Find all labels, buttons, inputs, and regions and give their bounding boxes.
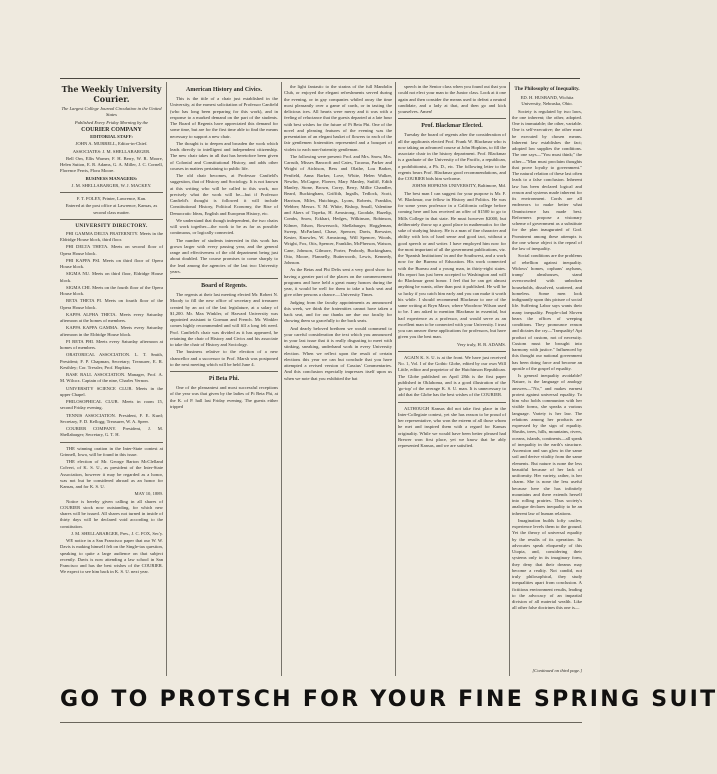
- divider: [170, 278, 278, 279]
- published-line: Published Every Friday Morning by the: [74, 119, 149, 125]
- column-3: [284, 84, 392, 669]
- directory-item: COURIER COMPANY. President, J. M. Shellabarger; Secretary, G. T. H.: [60, 426, 163, 438]
- paragraph: ALTHOUGH Kansas did not take first place in the Inter-Collegiate contest, yet she has reason to be proud of her representative, who won the esteem of all those whom he met and inspired them with a regard for Kansas originality. While we would have been better pleased had Brewer won first place, yet we know that he ably represented Kansas, and we are satisfied.: [398, 405, 506, 448]
- directory-item: PHI DELTA THETA. Meets on second floor of Opera House block.: [60, 244, 163, 256]
- printer-line: F. T. FOLEY, Printer, Lawrence, Kan.: [76, 196, 147, 201]
- divider: [60, 219, 163, 220]
- paragraph: The old chair becomes, at Professor Canfield's suggestion, that of History and Sociology. It is not known at this writing who will be called to this work, nor precisely what the work will be—but if Professor Canfield's thought is followed it will include Constitutional History, Political Economy, the Rise of Democratic Ideas, English and European History, etc.: [170, 173, 278, 216]
- paragraph: We understand that though independent, the two chairs will work together—the work to be as far as possible continuous, or logically connected.: [170, 217, 278, 236]
- directory-item: TENNIS ASSOCIATION. President, F. E. Kurd; Secretary, F. D. Kellogg; Treasurer, W. A. Speer.: [60, 412, 163, 424]
- byline: ED. H. HUSBAND, Wichita University, Nebraska, Ohio.: [520, 95, 574, 107]
- tagline: The Largest College Journal Circulation in the United States: [61, 106, 162, 118]
- paragraph: Imagination builds lofty castles; experience levels them to the ground. Yet the theory of universal equality by the results of its operation. Its advocates speak eloquently of this Utopia, and, considering their systems only in its imaginary form, they deny that their dreams may become a reality. Not candid, not truly philosophical, they study inequalities apart from conclusion. A fictitious environment results, leading to the advocacy of an impartial division of all material wealth. Like all other false doctrines this one is—: [512, 517, 582, 611]
- staff-list: Bell Orn, Ellis Warner, F. H. Berry, W. R. Moore, Helen Sutton, E. R. Adams, G. A. Miller, J. C. Cornell, Florence Ferris, Flora Moore.: [60, 155, 163, 174]
- directory-heading: UNIVERSITY DIRECTORY.: [75, 222, 148, 229]
- article-heading: Pi Beta Phi.: [208, 376, 240, 382]
- paragraph: The regents at their last meeting elected Mr. Robert N. Moody to fill the new office of secretary and treasurer created by an act of the last legislature, at a salary of $1,200. Mr. Max Winkler, of Harvard University was appointed assistant to Gorman and French. Mr. Winkler comes highly recommended and will fill a long felt need. Prof. Canfield's chair was divided as it has appeared, he retaining the chair of History and Civics and his associate to take the chair of History and Sociology.: [170, 292, 278, 347]
- paragraph: The number of students interested in this work has grown larger with every passing year, and the general range and effectiveness of the old department being just about doubled. The course promises to come sharply to the lead among the agencies of the last two University years.: [170, 237, 278, 274]
- paragraph: The thought is to deepen and broaden the work which leads directly to intelligent and independent citizenship. The new chair takes in all that has heretofore been given of Colonial and Constitutional History, and adds other courses in matters pertaining to public life.: [170, 140, 278, 171]
- directory-item: PI BETA PHI. Meets every Saturday afternoon at homes of members.: [60, 338, 163, 350]
- signature: J. M. SHELLABARGER, Pres., J. C. FOX, Sec'y.: [71, 530, 163, 536]
- paragraph: speech in the Senior class when you found out that you could not elect your man to the Junior class. Look at it one again and then consider the means used to defeat a neutral candidate, and a lady at that, and then go and kick yourselves. Amen!: [398, 84, 506, 114]
- paragraph: Society is regulated by two laws, the one inherent; the other, adopted. One is immutable; the other, variable. One is self-executive; the other must be executed by chosen means. Inherent law establishes the fact; adopted law supplies the conditions. The one says—"You must think;" the other—"Man must proclaim thoughts that prove loyalty to government." The natural relation of these last often leads to a false conclusion. Inherent law has been declared logical and reason and systems made inherent for its environment. Cords are all endeavors to make better what Omniscience has made best. Reformers propose a visionary scheme of government as a substitute for the plan inaugurated of God. Prominent among these attempts is the one whose object is the repeal of the law of inequality.: [512, 108, 582, 251]
- notice: Notice is hereby given calling in all shares of COURIER stock now outstanding, for which new shares will be issued. All shares not turned in inside of thirty days will be declared void according to the constitution.: [60, 498, 163, 529]
- paragraph: The business relative to the election of a new chancellor and a successor to Prof. Marsh was postponed to the next meeting which will be held June 4.: [170, 349, 278, 367]
- column-rule: [395, 82, 396, 676]
- directory-item: BETA THETA PI. Meets on fourth floor of the Opera House block.: [60, 298, 163, 310]
- editorial-heading: EDITORIAL STAFF:: [90, 134, 133, 139]
- article-heading: Prof. Blackmar Elected.: [421, 123, 483, 130]
- letter-close: Very truly, H. B. ADAMS.: [457, 341, 506, 347]
- directory-item: KAPPA KAPPA GAMMA. Meets every Saturday afternoon in the Eldridge House block.: [60, 325, 163, 337]
- article-heading: American History and Civics.: [186, 87, 262, 93]
- letter-body: The best man I can suggest for your purpose is Mr. F. W. Blackmar, our fellow in History and Politics. He was for some years professor in a California college before coming here and has received an offer of $1500 to go to Mills College in that state. He must however $2000, but deliberately throw up a good place in mathematics for the sake of studying history. He is a man of fine character and ability with lots of hard sense and good tact, without a good speech or and writer. I have employed him now for the most important of all the government publications, viz. the 'Spanish Institutions' in and the Southwest, and a work now for the Bureau of Education. His work connected with the Bureau and a young man, in thirty-eight states. His report has just been accepted to Washington and will do Blackmar great honor. I feel that he can get almost anything he wants, other than post it published. He will be so lucky if you catch him early and you can make it worth his while. I should recommend Blackmar to one of the same writing at Bryn Mawr, where Woodrow Wilson used to be. I am asked to mention Blackmar in essential, but had experience as a professor, and would serve as an excellent man to be connected with your University. I trust you can answer these applications for professors, but have given you the best man.: [398, 190, 506, 340]
- directory-item: BASE BALL ASSOCIATION. Manager, Prof. A. M. Wilcox. Captain of the nine, Charles Vernon.: [60, 372, 163, 384]
- paragraph: Social conditions are the problems of rebellion against inequality. Widows' homes, orphans' asylums, tramp' almshouses, stand overcrowded with unbroken households, dissolved, scattered, and homeless. Some men look indignantly upon this picture of social life. Suffering Labor says wants their many inequality. People-clad Sloven bears the offices of weeping conditions. They pronounce reason and dictates the cry—"Inequality! Apt product of custom, not of necessity. Custom must be brought into harmony with justice." Influenced by this thought our national government has been doing farce and become an apostle of the gospel of equality.: [512, 253, 582, 371]
- directory-item: UNIVERSITY SCIENCE CLUB. Meets in the upper Chapel.: [60, 385, 163, 397]
- column-rule: [509, 82, 510, 676]
- column-1: [60, 84, 163, 674]
- column-rule: [166, 82, 167, 676]
- paragraph: Is general inequality avoidable? Nature, is the language of analogy answers—"No," and makes earnest protest against universal equality. To him who holds communion with her visible forms, she speaks a various language. Variety is her law. The relations among her products are expressed by the sign of equality. Shrubs, trees, hills, mountains, rivers, oceans, islands, continents—all speak of inequality in the earth's structure. Ascension and sun glow in the same soil and derive vitality from the same elements. But nature is none the less beautiful because of her lack of uniformity. Her variety, rather, is her charm. She is none the less useful because here she has infinitely mountains and there extends herself into rolling prairies. Thus society's analogue declares inequality to be an inherent law of human relations.: [512, 373, 582, 516]
- column-2: [170, 84, 278, 669]
- divider: [60, 192, 163, 193]
- business-heading: BUSINESS MANAGERS:: [85, 175, 138, 181]
- directory-item: SIGMA CHI. Meets on the fourth floor of the Opera House block.: [60, 284, 163, 296]
- directory-item: ORATORICAL ASSOCIATION. L. T. Smith, President; F. P. Chapman, Secretary; Treasurer, E. R. Kesthley; Cor. Tressler, Prof. Hopkins.: [60, 352, 163, 370]
- advertisement-banner: GO TO PROTSCH FOR YOUR FINE SPRING SUIT: [60, 687, 717, 712]
- notice: THE election of Mr. George Barton McClelland Colvert, of K. S. U., as president of the Inter-State Association, however it may be regarded as a honor, was not but be considered abroad as an honor for Kansas, and for K. S. U.: [60, 459, 163, 489]
- divider: [398, 402, 506, 403]
- entered-line: Entered at the post office at Lawrence, Kansas, as second class matter.: [65, 203, 158, 215]
- directory-item: PHILOSOPHICAL CLUB. Meets in room 15, second Friday evening.: [60, 399, 163, 411]
- top-rule: [60, 78, 580, 79]
- company-name: COURIER COMPANY: [81, 126, 142, 133]
- editorial-line: JOHN A. MURRELL, Editor-in-Chief.: [75, 141, 148, 147]
- bottom-rule: [60, 722, 582, 723]
- divider: [170, 371, 278, 372]
- column-5: [512, 84, 582, 669]
- divider: [60, 442, 163, 443]
- directory-item: SIGMA NU. Meets on third floor, Eldridge House block.: [60, 271, 163, 283]
- paragraph: This is the title of a chair just established in the University, at the earnest solicitation of Professor Canfield (who has long been preparing for this work), and in response to a marked demand on the part of the students. The Board of Regents have appreciated this demand for some time, but are for the first time able to find the means necessary to support a new chair.: [170, 96, 278, 139]
- directory-item: KAPPA ALPHA THETA. Meets every Saturday afternoon at the homes of members.: [60, 311, 163, 323]
- divider: [398, 118, 506, 119]
- paragraph: The following were present: Prof. and Mrs. Snow, Mrs. Carruth, Misses Bancroft and Cates, Tacoma, Parker and Wright of Atchison, Bess and Olathe, Lou Barker, Penfield, Anna Barker, Love, White, Helen Walker, Newlin, McCagne, Floerer, Mary Manley, Sutliff, Edith Manley, Stone, Brown, Corey, Berry, Millie Chandler, Beard, Buckingham, Griffith, Ingalls, Tedlock, Scott, Harrison, Miles, Hutchings, Lyons, Roberts, Franklin, Webber; Messrs. Y. M. White, Bishop, Small, Valentine and Akers of Topeka, H. Armstrong, Goodale, Hazelip, Combs, Snow, Eckhart, Hedges, Wilkinson, Robinson, Kilmer, Edson, Bowersock, Shellabarger, Hoggleman, Sweep, McFarland, Chase, Spencer, Davis, Brewster, Kester, Knowles, W. Armstrong, Will Spencer, Woods, Wright, Fox, Otis, Spencer, Franklin, McPherson, Watson, Cane, Johnson, Gilmore, Porter, Peabody, Buckingham, Otto, Moore, Flannelly, Butterworth, Lewis, Kennedy, Johnson.: [284, 153, 392, 265]
- notice: WE notice in a San Francisco paper that our W. W. Davis is making himself felt on the Single-tax question, speaking to quite a large audience on that subject recently. Davis is now attending a law school in San Francisco and has the best wishes of the COURIER. We expect to see him back in K. S. U. next year.: [60, 538, 163, 575]
- article-heading: Board of Regents.: [201, 283, 247, 289]
- article-heading: The Philosophy of Inequality.: [514, 86, 580, 92]
- editorial-line: ASSOCIATES: J. M. SHELLABARGER.: [72, 148, 151, 154]
- paragraph: Tuesday the board of regents after the consideration of all the applicants elected Prof. Frank W. Blackmar who is now taking an advanced course at John Hopkins, to fill the associate chair in the history department. Prof. Blackmar is a graduate of the University of the Pacific, a republican, a prohibitionist, a Ph. D., etc. The following letter to the regents bears Prof. Blackmar good recommendations, and the COURIER bids him welcome.: [398, 132, 506, 181]
- paragraph: AGAIN K. S. U. is at the front. We have just received No. 1, Vol. I of the Gothic Globe, edited by our own Will Little, editor and proprietor of the Hutchinson Republican. The Globe published on April 28th is the first paper published in Oklahoma, and is a good illustration of the 'go-top' of the average K. S. U. man. It is unnecessary to add that the Globe has the best wishes of the COURIER.: [398, 354, 506, 398]
- directory-item: PHI KAPPA PSI. Meets on third floor of Opera House block.: [60, 257, 163, 269]
- notice: THE winning oration in the Inter-State contest at Grinnell, Iowa, will be found in this issue.: [60, 445, 163, 457]
- divider: [398, 351, 506, 352]
- paragraph: the light fantastic to the strains of the full Mandolin Club, or enjoyed the elegant refreshments served during the evening, or in gay companies whiled away the time most pleasantly over a game of cards, or in tasting the delicious ices. All hearts were merry and it was with a feeling of reluctance that the guests departed at a late hour with best wishes for the future of Pi Beta Phi. One of the novel and pleasing features of the evening was the presentation of an elegant basket of flowers to each of the fair gentlemen fraternities represented and a bouquet of violets to each non-fraternity gentleman.: [284, 84, 392, 152]
- column-4: [398, 84, 506, 669]
- paragraph: As the Betas and Phi Delts sent a very good show for having a greater part of the places on the commencement programs and have held a great many honors during the year, it would be well for them to take a back seat and give other persons a chance.—University Times.: [284, 267, 392, 298]
- dateline: MAY 10, 1889.: [134, 491, 163, 497]
- column-rule: [281, 82, 282, 676]
- continued-note: [Continued on third page.]: [532, 668, 582, 673]
- business-managers: J. M. SHELLABARGER, W. J. MACKEY.: [71, 182, 152, 188]
- masthead: The Weekly University Courier.: [61, 84, 162, 104]
- letter-heading: JOHNS HOPKINS UNIVERSITY, Baltimore, Md.: [412, 183, 506, 189]
- paragraph: One of the pleasantest and most successful receptions of the year was that given by the ladies of Pi Beta Phi, at the K. of P. hall last Friday evening. The guests either tripped: [170, 385, 278, 409]
- directory-item: PHI GAMMA DELTA FRATERNITY. Meets in the Eldridge House block, third floor.: [60, 230, 163, 242]
- paragraph: And dearly beloved brethren we would commend to your careful consideration the text which you announced in your last issue that it is really disgusting to meet with stinking, sneaking, underhand work in every University election. When we reflect upon the result of certain elections this year we can but conclude that you have attempted a revised version of Cassius' Commentaries. And this conclusion especially impresses itself upon us when we note that you exhibited the bat: [284, 325, 392, 381]
- paragraph: Judging from the faculty appointments as announced this week, we think the fraternities cannot have taken a back seat, and for our thanks are due our faculty for showing them so gracefully to the back seats.: [284, 299, 392, 324]
- directory-list: [60, 231, 163, 439]
